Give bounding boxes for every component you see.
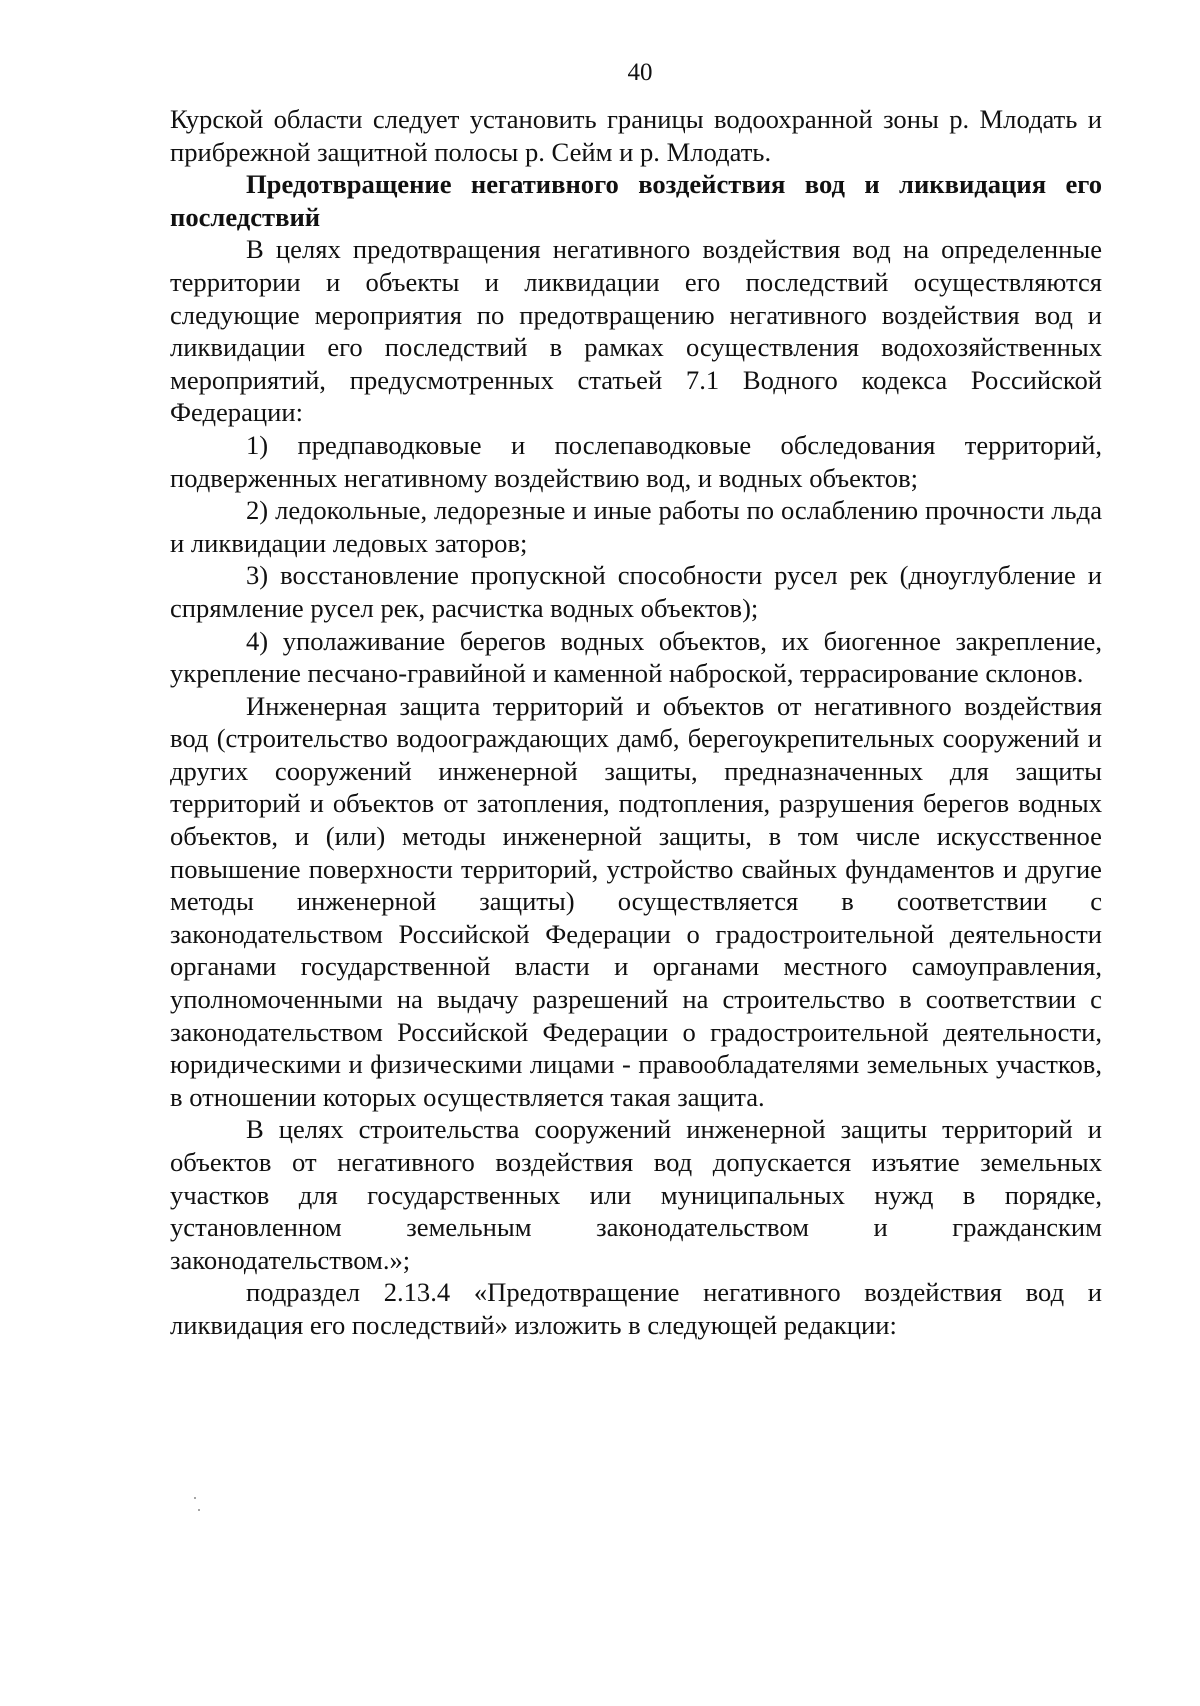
paragraph-continuation: Курской области следует установить границы водоохранной зоны р. Млодать и прибрежной защитной полосы р. Сейм и р. Млодать. — [170, 104, 1102, 167]
list-item-1: 1) предпаводковые и послепаводковые обследования территорий, подверженных негативному воздействию вод, и водных объектов; — [170, 429, 1102, 493]
list-item-3: 3) восстановление пропускной способности русел рек (дноуглубление и спрямление русел рек, расчистка водных объектов); — [170, 560, 1102, 623]
list-item-4: 4) уполаживание берегов водных объектов, их биогенное закрепление, укрепление песчано-гравийной и каменной наброской, террасирование склонов. — [170, 625, 1102, 689]
list-item-2: 2) ледокольные, ледорезные и иные работы по ослаблению прочности льда и ликвидации ледовых заторов; — [170, 495, 1102, 558]
paragraph-land-seizure: В целях строительства сооружений инженерной защиты территорий и объектов от негативного воздействия вод допускается изъятие земельных участков для государственных или муниципальных нужд в порядке, установленном земельным законодательством и гражданским законодательством.»; — [170, 1114, 1102, 1275]
paragraph-subsection-amendment: подраздел 2.13.4 «Предотвращение негативного воздействия вод и ликвидация его последствий» изложить в следующей редакции: — [170, 1277, 1102, 1340]
scan-speck — [194, 1497, 196, 1499]
paragraph-engineering-protection: Инженерная защита территорий и объектов от негативного воздействия вод (строительство водоограждающих дамб, берегоукрепительных сооружений и других сооружений инженерной защиты, предназначенных для защиты территорий и объектов от затопления, подтопления, разрушения берегов водных объектов, и (или) методы инженерной защиты, в том числе искусственное повышение поверхности территорий, устройство свайных фундаментов и другие методы инженерной защиты) осуществляется в соответствии с законодательством Российской Федерации о градостроительной деятельности органами государственной власти и органами местного самоуправления, уполномоченными на выдачу разрешений на строительство в соответствии с законодательством Российской Федерации о градостроительной деятельности, юридическими и физическими лицами - правообладателями земельных участков, в отношении которых осуществляется такая защита. — [170, 690, 1102, 1112]
scan-speck — [198, 1509, 200, 1511]
section-heading: Предотвращение негативного воздействия вод и ликвидация его последствий — [170, 169, 1102, 232]
document-body — [170, 103, 1102, 1342]
page-number: 40 — [627, 59, 653, 86]
paragraph-intro: В целях предотвращения негативного воздействия вод на определенные территории и объекты и ликвидации его последствий осуществляются следующие мероприятия по предотвращению негативного воздействия вод и ликвидации его последствий в рамках осуществления водохозяйственных мероприятий, предусмотренных статьей 7.1 Водного кодекса Российской Федерации: — [170, 234, 1102, 428]
